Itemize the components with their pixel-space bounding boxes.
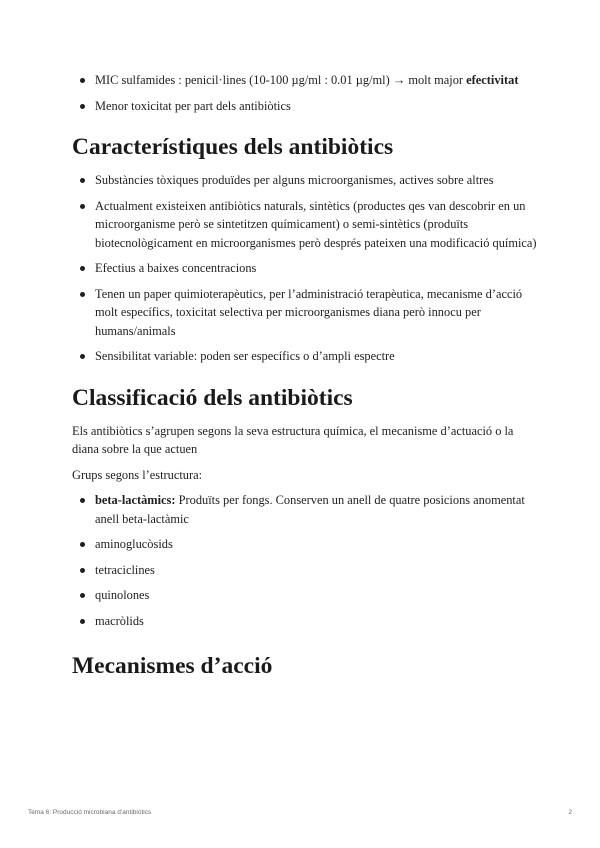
- list-item: quinolones: [72, 586, 542, 605]
- groups-label: Grups segons l’estructura:: [72, 467, 203, 482]
- list-item: Actualment existeixen antibiòtics naturals, sintètics (productes qes van descobrir en un microorganisme però se sintetitzen químicament) o semi-sintètics (produïts biotecnològicament en microorganismes però després pateixen una modificació química): [72, 197, 542, 253]
- section-heading-characteristics: Característiques dels antibiòtics: [72, 134, 394, 160]
- list-item: macròlids: [72, 612, 542, 631]
- list-item: [72, 71, 542, 90]
- classification-intro: Els antibiòtics s’agrupen segons la seva estructura química, el mecanisme d’actuació o la diana sobre la que actuen: [72, 423, 514, 456]
- groups-list: [72, 491, 542, 630]
- list-item-bold: beta-lactàmics:: [95, 493, 176, 507]
- section-heading-classification: Classificació dels antibiòtics: [72, 384, 353, 411]
- section-heading-mechanisms: Mecanismes d’acció: [72, 653, 273, 679]
- list-item: Menor toxicitat per part dels antibiòtics: [72, 97, 542, 116]
- characteristics-list: [72, 171, 542, 366]
- list-item: Efectius a baixes concentracions: [72, 259, 542, 278]
- page-number: 2: [568, 809, 572, 816]
- list-item: tetraciclines: [72, 561, 542, 580]
- list-item: Substàncies tòxiques produïdes per alguns microorganismes, actives sobre altres: [72, 171, 542, 190]
- list-item-bold: efectivitat: [466, 73, 519, 87]
- intro-list: [72, 71, 542, 115]
- document-page: [72, 71, 542, 690]
- list-item: [72, 491, 542, 528]
- list-item: Sensibilitat variable: poden ser específics o d’ampli espectre: [72, 347, 542, 366]
- list-item-text: Produïts per fongs. Conserven un anell de quatre posicions anomentat anell beta-lactàmic: [95, 493, 525, 526]
- footer-title: Tema 6: Producció microbiana d’antibiòtics: [28, 809, 152, 816]
- page-footer: [28, 809, 572, 816]
- list-item: aminoglucòsids: [72, 535, 542, 554]
- list-item: Tenen un paper quimioterapèutics, per l’administració terapèutica, mecanisme d’acció molt específics, toxicitat selectiva per microorganismes diana però innocu per humans/animals: [72, 285, 542, 341]
- list-item-text: MIC sulfamides : penicil·lines (10-100 µg/ml : 0.01 µg/ml) → molt major: [95, 73, 467, 87]
